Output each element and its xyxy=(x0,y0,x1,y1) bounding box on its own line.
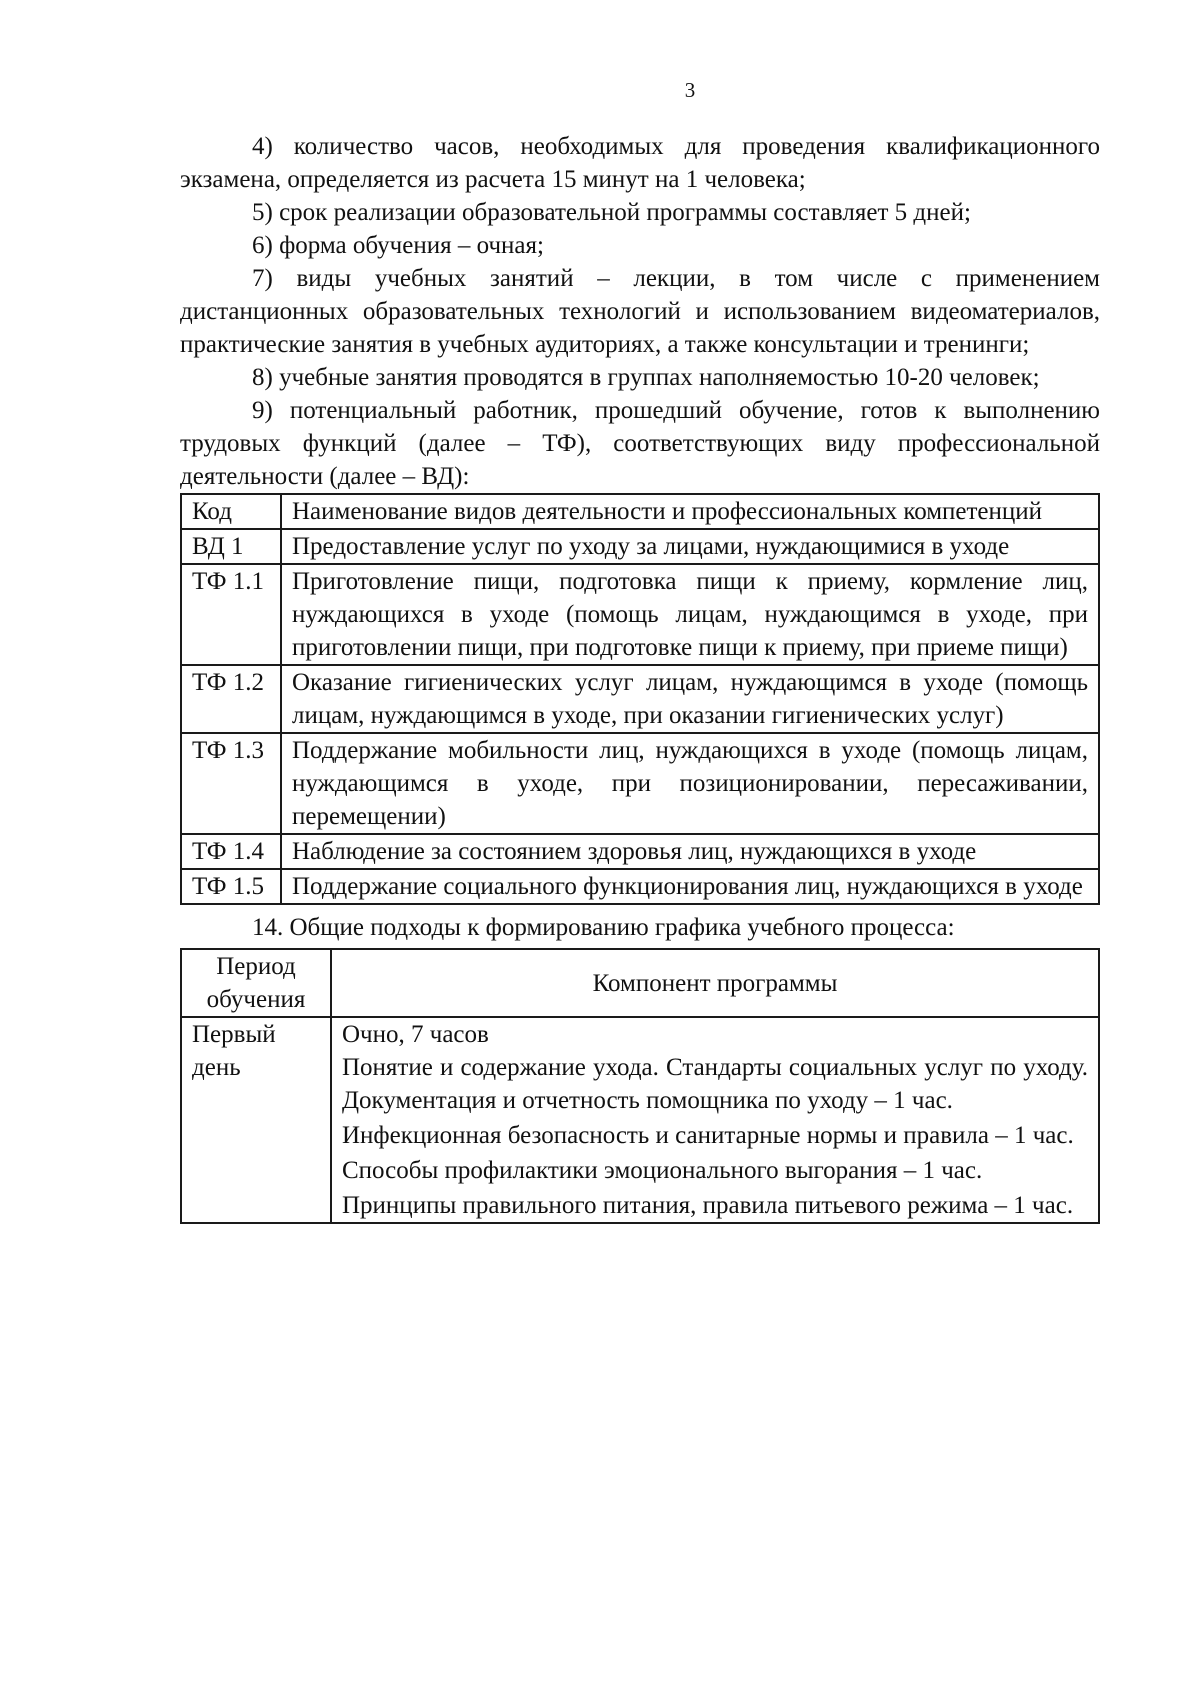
row-code: ТФ 1.5 xyxy=(181,869,281,904)
row-components xyxy=(331,1017,1099,1223)
table-row xyxy=(181,564,1099,665)
schedule-table xyxy=(180,948,1100,1224)
table-row xyxy=(181,733,1099,834)
paragraph-labor-functions: 9) потенциальный работник, прошедший обучение, готов к выполнению трудовых функций (далее – ТФ), соответствующих виду профессиональной деятельности (далее – ВД): xyxy=(180,397,1100,490)
row-name: Оказание гигиенических услуг лицам, нуждающимся в уходе (помощь лицам, нуждающимся в уходе, при оказании гигиенических услуг) xyxy=(281,665,1099,733)
component-line: Очно, 7 часов xyxy=(342,1021,489,1048)
table-row xyxy=(181,869,1099,904)
row-period: Первый день xyxy=(181,1017,331,1223)
paragraph-hours-exam: 4) количество часов, необходимых для проведения квалификационного экзамена, определяется из расчета 15 минут на 1 человека; xyxy=(180,133,1100,193)
competency-table xyxy=(180,493,1100,905)
document-page xyxy=(180,72,1100,1224)
row-code: ТФ 1.3 xyxy=(181,733,281,834)
paragraph-duration: 5) срок реализации образовательной программы составляет 5 дней; xyxy=(252,199,971,226)
table-row xyxy=(181,1017,1099,1223)
page-number: 3 xyxy=(684,78,696,102)
paragraph-class-types: 7) виды учебных занятий – лекции, в том числе с применением дистанционных образовательных технологий и использованием видеоматериалов, практические занятия в учебных аудиториях, а также консультации и тренинги; xyxy=(180,265,1100,358)
table-header-row xyxy=(181,494,1099,529)
row-code: ТФ 1.1 xyxy=(181,564,281,665)
component-line: Инфекционная безопасность и санитарные нормы и правила – 1 час. xyxy=(342,1122,1074,1149)
column-header-code: Код xyxy=(181,494,281,529)
component-line: Понятие и содержание ухода. Стандарты социальных услуг по уходу. Документация и отчетность помощника по уходу – 1 час. xyxy=(342,1054,1088,1114)
paragraph-study-form: 6) форма обучения – очная; xyxy=(252,232,544,259)
paragraph-group-size: 8) учебные занятия проводятся в группах наполняемостью 10-20 человек; xyxy=(252,364,1040,391)
column-header-period: Период обучения xyxy=(181,949,331,1017)
column-header-component: Компонент программы xyxy=(331,949,1099,1017)
row-code: ТФ 1.2 xyxy=(181,665,281,733)
table-row xyxy=(181,834,1099,869)
row-name: Поддержание социального функционирования лиц, нуждающихся в уходе xyxy=(281,869,1099,904)
row-name: Поддержание мобильности лиц, нуждающихся в уходе (помощь лицам, нуждающимся в уходе, при позиционировании, пересаживании, перемещении) xyxy=(281,733,1099,834)
component-line: Способы профилактики эмоционального выгорания – 1 час. xyxy=(342,1157,983,1184)
section-14-heading: 14. Общие подходы к формированию графика учебного процесса: xyxy=(252,914,955,941)
column-header-name: Наименование видов деятельности и профессиональных компетенций xyxy=(281,494,1099,529)
row-name: Приготовление пищи, подготовка пищи к приему, кормление лиц, нуждающихся в уходе (помощь лицам, нуждающимся в уходе, при приготовлении пищи, при подготовке пищи к приему, при приеме пищи) xyxy=(281,564,1099,665)
row-code: ТФ 1.4 xyxy=(181,834,281,869)
component-line: Принципы правильного питания, правила питьевого режима – 1 час. xyxy=(342,1192,1074,1219)
table-row xyxy=(181,529,1099,564)
row-name: Предоставление услуг по уходу за лицами, нуждающимися в уходе xyxy=(281,529,1099,564)
row-name: Наблюдение за состоянием здоровья лиц, нуждающихся в уходе xyxy=(281,834,1099,869)
table-row xyxy=(181,665,1099,733)
table-header-row xyxy=(181,949,1099,1017)
row-code: ВД 1 xyxy=(181,529,281,564)
